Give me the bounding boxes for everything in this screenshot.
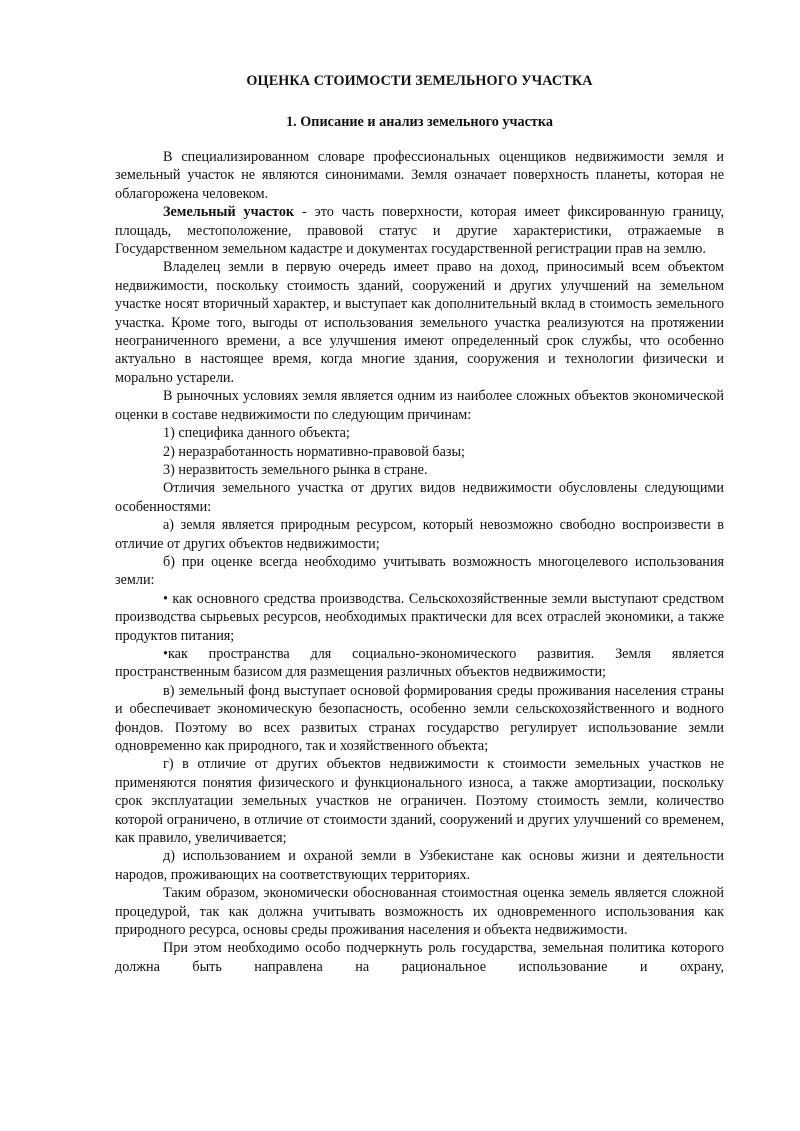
term-land-plot: Земельный участок <box>163 204 295 221</box>
paragraph-owner-income: Владелец земли в первую очередь имеет право на доход, приносимый всем объектом недвижимости, поскольку стоимость зданий, сооружений и других улучшений на земельном участке носят вторичный характер, и выступает как дополнительный вклад в стоимость земельного участка. Кроме того, выгоды от использования земельного участка реализуются на протяжении неограниченного времени, а все улучшения имеют определенный срок службы, что особенно актуально в настоящее время, когда многие здания, сооружения и технологии физически и морально устарели. <box>115 259 724 386</box>
paragraph-differences: Отличия земельного участка от других видов недвижимости обусловлены следующими особенностями: <box>115 480 724 515</box>
paragraph-item-b: б) при оценке всегда необходимо учитывать возможность многоцелевого использования земли: <box>115 553 724 589</box>
paragraph-item-v: в) земельный фонд выступает основой формирования среды проживания населения страны и обеспечивает экономическую безопасность, особенно земли сельскохозяйственного и водного фондов. Поэтому во всех развитых странах государство регулирует использование земли одновременно как природного, так и хозяйственного объекта; <box>115 682 724 754</box>
bullet-development-space: •как пространства для социально-экономического развития. Земля является пространственным базисом для размещения различных объектов недвижимости; <box>115 645 724 681</box>
paragraph-item-d: д) использованием и охраной земли в Узбекистане как основы жизни и деятельности народов, проживающих на соответствующих территориях. <box>115 848 724 883</box>
paragraph-land-plot-definition <box>115 203 724 258</box>
document-title: ОЦЕНКА СТОИМОСТИ ЗЕМЕЛЬНОГО УЧАСТКА <box>246 73 593 89</box>
paragraph-item-g: г) в отличие от других объектов недвижимости к стоимости земельных участков не применяются понятия физического и функционального износа, а также амортизации, поскольку срок эксплуатации земельных участков не ограничен. Поэтому стоимость земли, количество которой ограничено, в отличие от стоимости зданий, сооружений и других улучшений со временем, как правило, увеличивается; <box>115 756 724 847</box>
list-item-2: 2) неразработанность нормативно-правовой базы; <box>163 443 465 460</box>
paragraph-market-conditions: В рыночных условиях земля является одним из наиболее сложных объектов экономической оценки в составе недвижимости по следующим причинам: <box>115 388 724 423</box>
document-page <box>115 72 724 976</box>
list-item-1: 1) специфика данного объекта; <box>163 425 350 442</box>
bullet-production-means: • как основного средства производства. Сельскохозяйственные земли выступают средством производства сырьевых ресурсов, необходимых практически для всех отраслей экономики, а также продуктов питания; <box>115 590 724 644</box>
paragraph-land-plot-text: - это часть поверхности, которая имеет фиксированную границу, площадь, местоположение, правовой статус и другие характеристики, отражаемые в Государственном земельном кадастре и документах государственной регистрации прав на землю. <box>115 204 724 258</box>
paragraph-item-a: а) земля является природным ресурсом, который невозможно свободно воспроизвести в отличие от других объектов недвижимости; <box>115 517 724 552</box>
paragraph-land-definition: В специализированном словаре профессиональных оценщиков недвижимости земля и земельный участок не являются синонимами. Земля означает поверхность планеты, которая не облагорожена человеком. <box>115 149 724 202</box>
list-item-3: 3) неразвитость земельного рынка в стране. <box>163 461 428 478</box>
paragraph-state-role: При этом необходимо особо подчеркнуть роль государства, земельная политика которого должна быть направлена на рациональное использование и охрану, <box>115 940 724 975</box>
section-title: 1. Описание и анализ земельного участка <box>286 114 553 130</box>
paragraph-conclusion: Таким образом, экономически обоснованная стоимостная оценка земель является сложной процедурой, так как должна учитывать возможность их одновременного использования как природного ресурса, основы среды проживания населения и объекта недвижимости. <box>115 885 724 939</box>
